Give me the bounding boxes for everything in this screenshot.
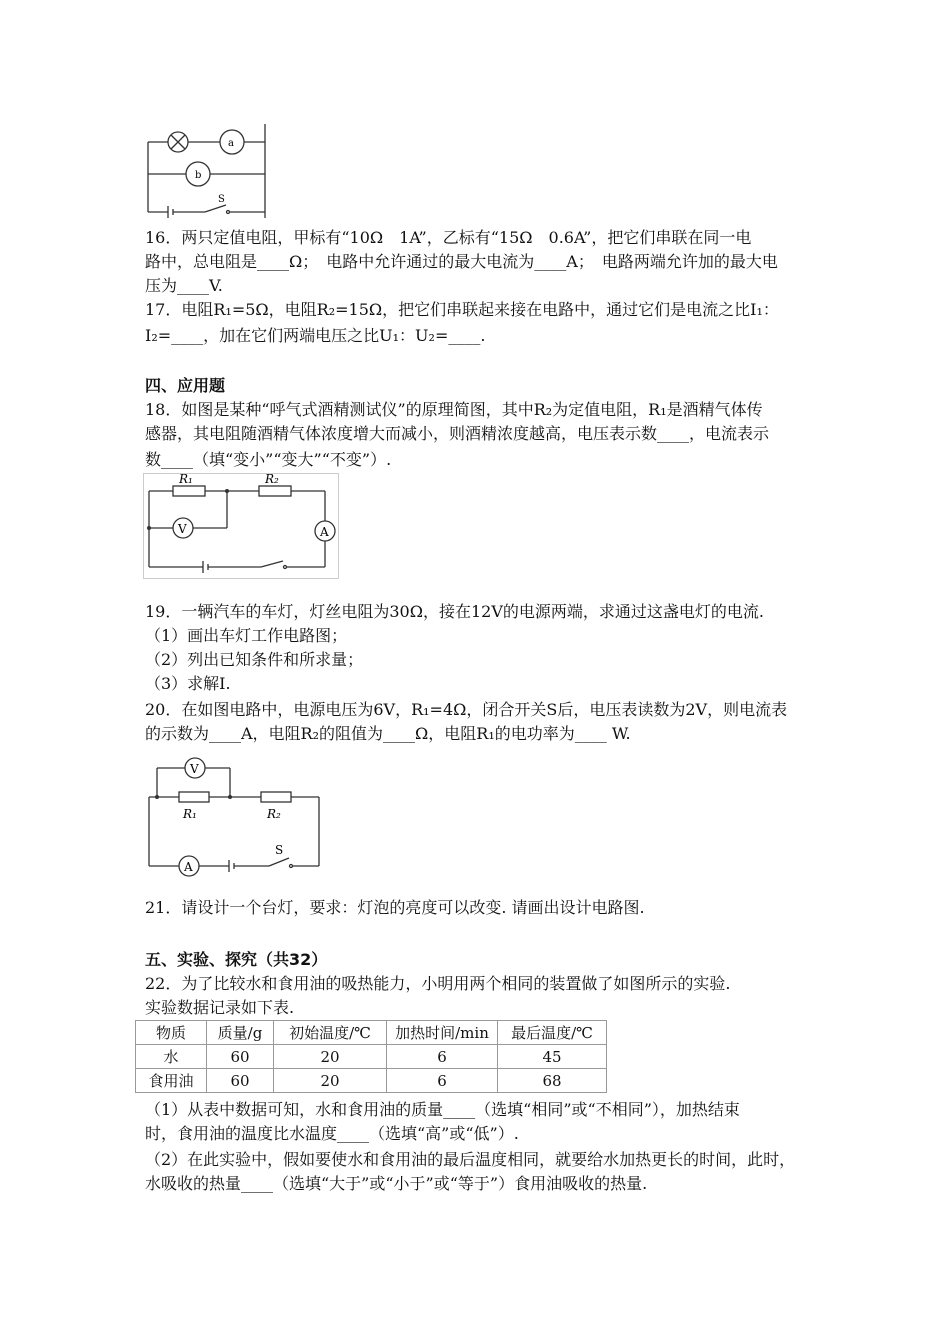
q22-line-1: 22．为了比较水和食用油的吸热能力，小明用两个相同的装置做了如图所示的实验. — [145, 974, 731, 993]
circuit-figure-top — [140, 122, 270, 222]
q19-line-2: （1）画出车灯工作电路图； — [145, 626, 348, 645]
q19-line-4: （3）求解I. — [145, 674, 231, 693]
table-cell: 食用油 — [136, 1069, 207, 1093]
meter-a-label: a — [228, 138, 234, 149]
r1-label: R₁ — [183, 807, 197, 821]
meter-b-label: b — [195, 170, 202, 181]
section-5-heading: 五、实验、探究（共32） — [145, 950, 328, 969]
q22-line-4: 时，食用油的温度比水温度____（选填“高”或“低”）. — [145, 1124, 519, 1143]
q19-line-3: （2）列出已知条件和所求量； — [145, 650, 364, 669]
circuit-figure-q20 — [143, 750, 325, 882]
table-row — [136, 1045, 607, 1069]
r2-label: R₂ — [267, 807, 281, 821]
q16-line-2: 路中，总电阻是____Ω； 电路中允许通过的最大电流为____A； 电路两端允许加的最大电 — [145, 252, 778, 271]
table-header-cell: 加热时间/min — [387, 1021, 498, 1045]
table-cell: 6 — [387, 1069, 498, 1093]
ammeter-label: A — [184, 860, 193, 874]
section-4-heading: 四、应用题 — [145, 376, 226, 395]
q17-line-1: 17．电阻R₁=5Ω，电阻R₂=15Ω，把它们串联起来接在电路中，通过它们是电流之比I₁： — [145, 300, 779, 319]
q19-line-1: 19．一辆汽车的车灯，灯丝电阻为30Ω，接在12V的电源两端，求通过这盏电灯的电流. — [145, 602, 764, 621]
switch-label: S — [218, 194, 225, 205]
table-row — [136, 1069, 607, 1093]
table-cell: 60 — [207, 1069, 274, 1093]
q22-line-2: 实验数据记录如下表. — [145, 998, 295, 1017]
table-cell: 60 — [207, 1045, 274, 1069]
q21-line: 21．请设计一个台灯，要求：灯泡的亮度可以改变. 请画出设计电路图. — [145, 898, 645, 917]
q20-line-2: 的示数为____A，电阻R₂的阻值为____Ω，电阻R₁的电功率为____ W. — [145, 724, 631, 743]
table-cell: 45 — [498, 1045, 607, 1069]
q22-line-6: 水吸收的热量____（选填“大于”或“小于”或“等于”）食用油吸收的热量. — [145, 1174, 648, 1193]
table-header-cell: 最后温度/℃ — [498, 1021, 607, 1045]
voltmeter-label: V — [190, 762, 199, 776]
table-cell: 水 — [136, 1045, 207, 1069]
table-header-row — [136, 1021, 607, 1045]
q20-line-1: 20．在如图电路中，电源电压为6V，R₁=4Ω，闭合开关S后，电压表读数为2V，则电流表 — [145, 700, 788, 719]
q22-line-3: （1）从表中数据可知，水和食用油的质量____（选填“相同”或“不相同”），加热结束 — [145, 1100, 740, 1119]
r2-label: R₂ — [265, 473, 279, 486]
ammeter-label: A — [320, 525, 329, 539]
voltmeter-label: V — [178, 522, 187, 536]
table-cell: 6 — [387, 1045, 498, 1069]
circuit-figure-q18 — [143, 473, 339, 579]
r1-label: R₁ — [179, 473, 193, 486]
q16-line-1: 16．两只定值电阻，甲标有“10Ω 1A”，乙标有“15Ω 0.6A”，把它们串联在同一电 — [145, 228, 752, 247]
switch-label: S — [275, 843, 284, 857]
q18-line-2: 感器，其电阻随酒精气体浓度增大而减小，则酒精浓度越高，电压表示数____，电流表示 — [145, 424, 770, 443]
q17-line-2: I₂=____，加在它们两端电压之比U₁：U₂=____. — [145, 326, 486, 345]
table-cell: 68 — [498, 1069, 607, 1093]
table-cell: 20 — [274, 1069, 387, 1093]
table-header-cell: 质量/g — [207, 1021, 274, 1045]
table-header-cell: 初始温度/℃ — [274, 1021, 387, 1045]
table-cell: 20 — [274, 1045, 387, 1069]
table-header-cell: 物质 — [136, 1021, 207, 1045]
q16-line-3: 压为____V. — [145, 276, 223, 295]
q18-line-1: 18．如图是某种“呼气式酒精测试仪”的原理简图，其中R₂为定值电阻，R₁是酒精气体传 — [145, 400, 763, 419]
q22-line-5: （2）在此实验中，假如要使水和食用油的最后温度相同，就要给水加热更长的时间，此时， — [145, 1150, 796, 1169]
q18-line-3: 数____（填“变小”“变大”“不变”）. — [145, 450, 392, 469]
data-table — [135, 1020, 607, 1093]
